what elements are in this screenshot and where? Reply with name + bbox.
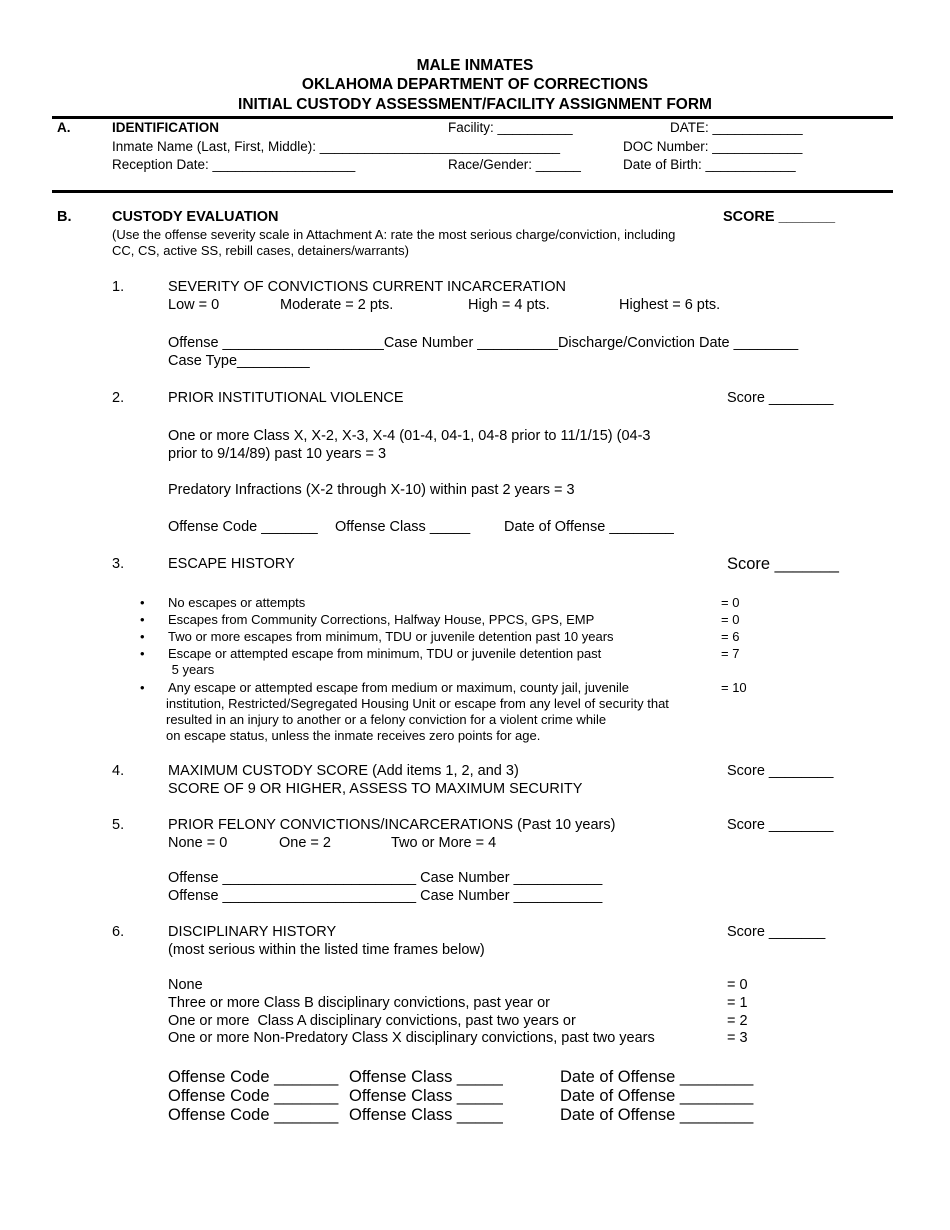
section-a-rule <box>52 190 893 193</box>
escape-item-5-line2: institution, Restricted/Segregated Housing Unit or escape from any level of security that <box>166 696 669 711</box>
item1-high: High = 4 pts. <box>468 297 550 313</box>
escape-item-5-line4: on escape status, unless the inmate receives zero points for age. <box>166 728 541 743</box>
item5-two-or-more: Two or More = 4 <box>391 835 497 851</box>
reception-date-field[interactable]: Reception Date: ___________________ <box>112 157 356 172</box>
discipline-date-of-offense-field[interactable]: Date of Offense ________ <box>560 1087 754 1105</box>
item4-title: MAXIMUM CUSTODY SCORE (Add items 1, 2, and 3) <box>168 763 519 779</box>
item1-offense-line[interactable]: Offense ____________________Case Number __________Discharge/Conviction Date ________ <box>168 335 799 351</box>
item1-case-type-field[interactable]: Case Type_________ <box>168 353 310 369</box>
item2-offense-class-field[interactable]: Offense Class _____ <box>335 519 471 535</box>
form-title: INITIAL CUSTODY ASSESSMENT/FACILITY ASSIGNMENT FORM <box>238 96 712 113</box>
item5-offense-line1[interactable]: Offense ________________________ Case Number ___________ <box>168 870 603 886</box>
discipline-offense-class-field[interactable]: Offense Class _____ <box>349 1106 503 1124</box>
discipline-offense-code-field[interactable]: Offense Code _______ <box>168 1106 339 1124</box>
discipline-date-of-offense-field[interactable]: Date of Offense ________ <box>560 1106 754 1124</box>
discipline-row-label: One or more Non-Predatory Class X disciplinary convictions, past two years <box>168 1030 655 1046</box>
item6-number: 6. <box>112 924 125 940</box>
item2-text-line1: One or more Class X, X-2, X-3, X-4 (01-4, 04-1, 04-8 prior to 11/1/15) (04-3 <box>168 428 651 444</box>
item1-moderate: Moderate = 2 pts. <box>280 297 394 313</box>
item6-title: DISCIPLINARY HISTORY <box>168 924 337 940</box>
item5-offense-line2[interactable]: Offense ________________________ Case Number ___________ <box>168 888 603 904</box>
item5-one: One = 2 <box>279 835 331 851</box>
item5-score-field[interactable]: Score ________ <box>727 817 834 833</box>
escape-item-2: Escapes from Community Corrections, Halfway House, PPCS, GPS, EMP <box>168 612 595 627</box>
discipline-offense-class-field[interactable]: Offense Class _____ <box>349 1068 503 1086</box>
discipline-row-label: One or more Class A disciplinary convictions, past two years or <box>168 1013 576 1029</box>
item3-number: 3. <box>112 556 125 572</box>
form-header-line1: MALE INMATES <box>416 57 534 74</box>
escape-item-5-line3: resulted in an injury to another or a felony conviction for a violent crime while <box>166 712 607 727</box>
item2-score-field[interactable]: Score ________ <box>727 390 834 406</box>
item6-subtitle: (most serious within the listed time frames below) <box>168 942 485 958</box>
facility-field[interactable]: Facility: __________ <box>448 120 573 135</box>
item3-score-field[interactable]: Score _______ <box>727 555 839 573</box>
item2-text-line2: prior to 9/14/89) past 10 years = 3 <box>168 446 387 462</box>
section-a-letter: A. <box>57 120 71 135</box>
date-field[interactable]: DATE: ____________ <box>670 120 803 135</box>
item2-date-of-offense-field[interactable]: Date of Offense ________ <box>504 519 674 535</box>
date-of-birth-field[interactable]: Date of Birth: ____________ <box>623 157 796 172</box>
item5-none: None = 0 <box>168 835 228 851</box>
escape-item-1-value: = 0 <box>721 595 740 610</box>
escape-item-4-line1: Escape or attempted escape from minimum, TDU or juvenile detention past <box>168 646 602 661</box>
section-b-letter: B. <box>57 209 72 225</box>
item2-offense-code-field[interactable]: Offense Code _______ <box>168 519 318 535</box>
discipline-offense-code-field[interactable]: Offense Code _______ <box>168 1068 339 1086</box>
escape-item-3: Two or more escapes from minimum, TDU or juvenile detention past 10 years <box>168 629 614 644</box>
escape-item-3-value: = 6 <box>721 629 740 644</box>
header-rule <box>52 116 893 119</box>
item2-predatory-text: Predatory Infractions (X-2 through X-10) within past 2 years = 3 <box>168 482 575 498</box>
escape-item-1: No escapes or attempts <box>168 595 306 610</box>
form-header-line2: OKLAHOMA DEPARTMENT OF CORRECTIONS <box>301 76 649 93</box>
discipline-row-value: = 3 <box>727 1030 748 1046</box>
discipline-date-of-offense-field[interactable]: Date of Offense ________ <box>560 1068 754 1086</box>
item4-number: 4. <box>112 763 125 779</box>
inmate-name-field[interactable]: Inmate Name (Last, First, Middle): ________________________________ <box>112 139 561 154</box>
discipline-row-label: Three or more Class B disciplinary convictions, past year or <box>168 995 550 1011</box>
discipline-row-value: = 2 <box>727 1013 748 1029</box>
item5-number: 5. <box>112 817 125 833</box>
item4-score-field[interactable]: Score ________ <box>727 763 834 779</box>
escape-item-5-value: = 10 <box>721 680 747 695</box>
doc-number-field[interactable]: DOC Number: ____________ <box>623 139 803 154</box>
discipline-row-label: None <box>168 977 203 993</box>
bullet-icon: • <box>140 595 145 610</box>
discipline-row-value: = 0 <box>727 977 748 993</box>
item3-title: ESCAPE HISTORY <box>168 556 295 572</box>
item6-score-field[interactable]: Score _______ <box>727 924 826 940</box>
discipline-row-value: = 1 <box>727 995 748 1011</box>
item1-number: 1. <box>112 279 125 295</box>
bullet-icon: • <box>140 680 145 695</box>
item2-number: 2. <box>112 390 125 406</box>
bullet-icon: • <box>140 612 145 627</box>
item1-highest: Highest = 6 pts. <box>619 297 721 313</box>
item5-title: PRIOR FELONY CONVICTIONS/INCARCERATIONS (Past 10 years) <box>168 817 616 833</box>
section-b-title: CUSTODY EVALUATION <box>112 209 279 225</box>
bullet-icon: • <box>140 646 145 661</box>
section-b-note-line1: (Use the offense severity scale in Attachment A: rate the most serious charge/conviction, including <box>112 227 676 242</box>
escape-item-5-line1: Any escape or attempted escape from medium or maximum, county jail, juvenile <box>168 680 629 695</box>
item2-title: PRIOR INSTITUTIONAL VIOLENCE <box>168 390 404 406</box>
section-b-note-line2: CC, CS, active SS, rebill cases, detainers/warrants) <box>112 243 409 258</box>
section-a-title: IDENTIFICATION <box>112 120 219 135</box>
item1-title: SEVERITY OF CONVICTIONS CURRENT INCARCERATION <box>168 279 566 295</box>
item4-subtitle: SCORE OF 9 OR HIGHER, ASSESS TO MAXIMUM SECURITY <box>168 781 583 797</box>
escape-item-2-value: = 0 <box>721 612 740 627</box>
escape-item-4-line2: 5 years <box>168 662 215 677</box>
escape-item-4-value: = 7 <box>721 646 740 661</box>
bullet-icon: • <box>140 629 145 644</box>
discipline-offense-class-field[interactable]: Offense Class _____ <box>349 1087 503 1105</box>
discipline-offense-code-field[interactable]: Offense Code _______ <box>168 1087 339 1105</box>
item1-low: Low = 0 <box>168 297 220 313</box>
section-b-score-field[interactable]: SCORE _______ <box>723 209 836 225</box>
race-gender-field[interactable]: Race/Gender: ______ <box>448 157 581 172</box>
